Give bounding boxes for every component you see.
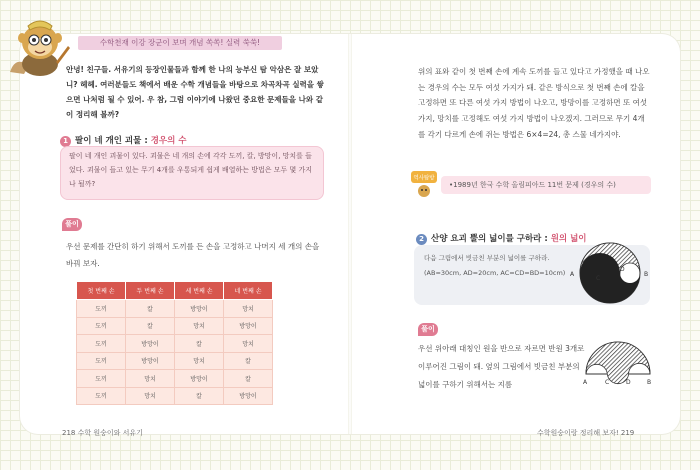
table-cell: 망치 — [175, 352, 224, 370]
point-label: D — [626, 379, 631, 386]
point-label: A — [583, 379, 588, 386]
section-number-badge: 2 — [416, 234, 427, 245]
history-note-sticker — [409, 169, 439, 199]
table-cell: 칼 — [126, 300, 175, 318]
table-cell: 망치 — [224, 335, 273, 353]
table-row — [77, 387, 273, 405]
table-cell: 도끼 — [77, 317, 126, 335]
table-header-cell: 세 번째 손 — [175, 282, 224, 300]
table-cell: 칼 — [175, 387, 224, 405]
table-cell: 방망이 — [126, 352, 175, 370]
table-cell: 칼 — [224, 370, 273, 388]
point-label: B — [644, 271, 649, 278]
solution-1-text: 우선 문제를 간단히 하기 위해서 도끼를 든 손을 고정하고 나머지 세 개의 손을 바꿔 보자. — [66, 242, 320, 268]
problem-2-line-1: 다음 그림에서 빗금친 부분의 넓이를 구하라. — [424, 254, 550, 262]
section-2-heading — [416, 232, 587, 245]
table-row — [77, 317, 273, 335]
left-page-footer: 218 수학 원숭이와 서유기 — [62, 429, 143, 437]
table-cell: 망치 — [126, 370, 175, 388]
table-cell: 방망이 — [224, 387, 273, 405]
point-label: C — [605, 379, 610, 386]
table-header-cell: 네 번째 손 — [224, 282, 273, 300]
weapons-table — [76, 281, 273, 405]
table-cell: 도끼 — [77, 352, 126, 370]
point-label: D — [620, 266, 625, 273]
table-cell: 방망이 — [175, 370, 224, 388]
intro-paragraph: 안녕! 친구들. 서유기의 등장인물들과 함께 한 나의 능부신 탐 악삼은 잘 보았니? 헤헤. 여러분들도 책에서 배운 수학 개념들을 바탕으로 차곡차곡 실력을 쌓으면 나처럼 될 수 있어. 우 참, 그럼 이야기에 나왔던 중요한 문제들을 나와 같이 정리해 볼까? — [66, 65, 324, 119]
table-cell: 칼 — [175, 335, 224, 353]
solution-2-tab: 풀이 — [418, 323, 438, 336]
solution-1-tab: 풀이 — [62, 218, 82, 231]
table-header-row — [77, 282, 273, 300]
section-number-badge: 1 — [60, 136, 71, 147]
problem-2-line-2: (AB=30cm, AD=20cm, AC=CD=BD=10cm) — [424, 269, 566, 277]
problem-1-box: 팔이 네 개인 괴물이 있다. 괴물은 네 개의 손에 각각 도끼, 칼, 방망이, 망치를 들었다. 괴물이 들고 있는 무기 4개를 우통되게 쉽게 배열하는 방법은 모두 몇 가지나 될까? — [60, 146, 324, 200]
table-row — [77, 300, 273, 318]
section-2-title: 산양 요괴 뿔의 넓이를 구하라 : — [431, 234, 548, 244]
table-cell: 방망이 — [126, 335, 175, 353]
table-header-cell: 첫 번째 손 — [77, 282, 126, 300]
table-row — [77, 352, 273, 370]
sticker-label: 역사탐방 — [413, 175, 435, 182]
table-cell: 도끼 — [77, 300, 126, 318]
header-banner: 수학천재 이강 장군이 보며 개념 쏙쏙! 실력 쑥쑥! — [78, 36, 282, 50]
table-cell: 칼 — [224, 352, 273, 370]
history-note: •1989년 한국 수학 올림피아드 11번 문제 (경우의 수) — [441, 176, 651, 194]
table-cell: 도끼 — [77, 387, 126, 405]
right-page-footer: 수학원숭이랑 정리해 보자! 219 — [537, 429, 635, 437]
half-circle-diagram — [580, 340, 656, 386]
section-1-title: 팔이 네 개인 괴물 : — [75, 136, 148, 146]
table-cell: 망치 — [224, 300, 273, 318]
table-cell: 방망이 — [175, 300, 224, 318]
table-cell: 방망이 — [224, 317, 273, 335]
circle-diagram — [566, 240, 656, 306]
solution-2-text: 우선 위아래 대칭인 원을 반으로 자르면 반원 3개로 이루어진 그림이 돼. 옆의 그림에서 빗금친 부분의 넓이를 구하기 위해서는 지름 — [418, 344, 585, 389]
table-cell: 도끼 — [77, 370, 126, 388]
table-cell: 도끼 — [77, 335, 126, 353]
book-spine — [348, 34, 352, 434]
section-2-subtitle: 원의 넓이 — [550, 234, 587, 244]
table-cell: 망치 — [175, 317, 224, 335]
table-row — [77, 370, 273, 388]
table-cell: 망치 — [126, 387, 175, 405]
section-1-subtitle: 경우의 수 — [150, 136, 187, 146]
right-intro-paragraph: 위의 표와 같이 첫 번째 손에 계속 도끼를 들고 있다고 가정했을 때 나오는 경우의 수는 모두 여섯 가지가 돼. 같은 방식으로 첫 번째 손에 칼을 고정하면 또 다른 여섯 가지 방법이 나오고, 방망이를 고정하면 또 여섯 가지, 망치를 고정해도 여섯 가지 방법이 나오겠지. 그러므로 무기 4개를 각기 다르게 손에 쥐는 방법은 6×4=24, 총 스물 네가지야. — [418, 67, 650, 139]
table-header-cell: 두 번째 손 — [126, 282, 175, 300]
point-label: B — [647, 379, 652, 386]
point-label: C — [596, 275, 601, 282]
table-cell: 칼 — [126, 317, 175, 335]
point-label: A — [570, 271, 575, 278]
table-row — [77, 335, 273, 353]
